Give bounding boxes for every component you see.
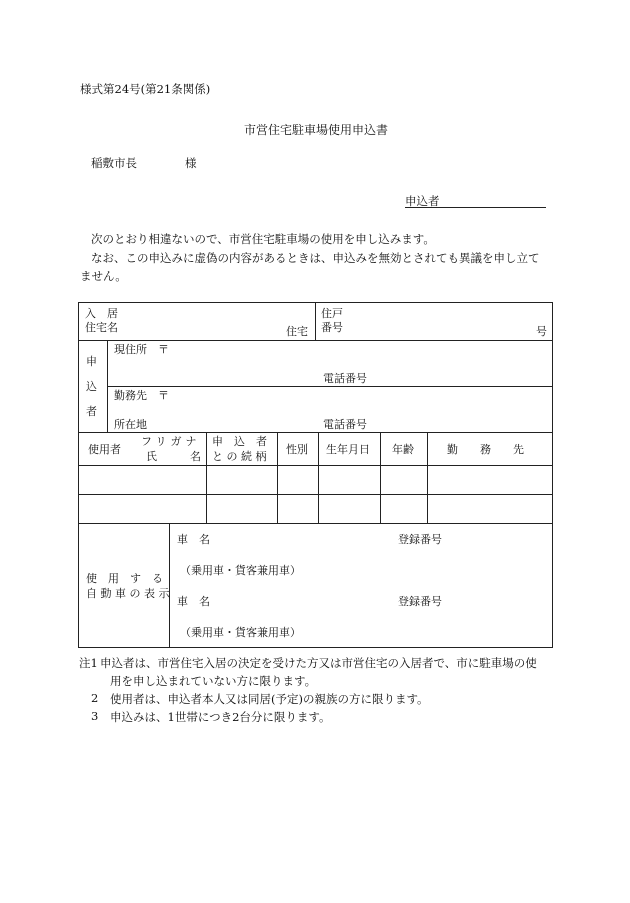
note-2-label: 2: [91, 691, 99, 705]
col-furigana: フリガナ: [141, 435, 201, 448]
note-3-label: 3: [91, 709, 99, 723]
note-1-line2: 用を申し込まれていない方に限ります。: [110, 674, 317, 688]
intro-line2b: ません。: [80, 269, 127, 283]
note-1-label: 注1: [79, 656, 98, 670]
phone-label-1: 電話番号: [323, 372, 367, 385]
col-dob: 生年月日: [326, 443, 370, 456]
residence-label-1: 入 居: [85, 307, 118, 320]
note-1-line1: 申込者は、市営住宅入居の決定を受けた方又は市営住宅の入居者で、市に駐車場の使: [100, 656, 537, 670]
form-number: 様式第24号(第21条関係): [80, 82, 211, 96]
car2-type-options: （乗用車・貨客兼用車）: [180, 626, 301, 639]
col-relation-1: 申 込 者: [212, 435, 267, 448]
addressee-name: 稲敷市長: [91, 156, 137, 170]
applicant-field[interactable]: [405, 193, 546, 208]
car2-registration-label: 登録番号: [398, 595, 442, 608]
residence-label-2: 住宅名: [85, 321, 118, 334]
phone-label-2: 電話番号: [323, 418, 367, 431]
applicant-vertical-3: 者: [86, 405, 97, 418]
user-row-1[interactable]: [79, 466, 552, 494]
note-2: 使用者は、申込者本人又は同居(予定)の親族の方に限ります。: [110, 692, 429, 706]
col-sex: 性別: [286, 443, 308, 456]
divider: [78, 523, 553, 524]
divider: [107, 386, 553, 387]
col-user: 使用者: [88, 443, 121, 456]
unit-label-1: 住戸: [321, 307, 343, 320]
residence-suffix: 住宅: [286, 325, 308, 338]
applicant-vertical-2: 込: [86, 380, 97, 393]
divider: [315, 302, 316, 340]
unit-suffix: 号: [536, 325, 547, 338]
col-workplace: 勤 務 先: [447, 443, 524, 456]
intro-line2a: なお、この申込みに虚偽の内容があるときは、申込みを無効とされても異議を申し立て: [91, 251, 540, 265]
col-relation-2: と の 続 柄: [212, 450, 267, 463]
note-3: 申込みは、1世帯につき2台分に限ります。: [110, 710, 331, 724]
car1-type-options: （乗用車・貨客兼用車）: [180, 564, 301, 577]
col-name: 氏 名: [146, 450, 201, 463]
unit-label-2: 番号: [321, 321, 343, 334]
page-title: 市営住宅駐車場使用申込書: [244, 123, 389, 137]
col-age: 年齢: [392, 443, 414, 456]
applicant-vertical-1: 申: [86, 355, 97, 368]
current-address-label: 現住所 〒: [114, 343, 169, 356]
intro-line1: 次のとおり相違ないので、市営住宅駐車場の使用を申し込みます。: [91, 232, 435, 246]
user-row-2[interactable]: [79, 495, 552, 523]
car-section-label-1: 使 用 す る: [86, 572, 163, 585]
divider: [78, 340, 553, 341]
table-border-bottom: [78, 647, 553, 648]
car1-name-label: 車 名: [177, 533, 210, 546]
addressee-honorific: 様: [185, 156, 197, 170]
workplace-label: 勤務先 〒: [114, 389, 169, 402]
divider: [78, 432, 553, 433]
workplace-address-label: 所在地: [114, 418, 147, 431]
car2-name-label: 車 名: [177, 595, 210, 608]
divider: [169, 523, 170, 647]
applicant-label: 申込者: [405, 194, 440, 208]
car1-registration-label: 登録番号: [398, 533, 442, 546]
table-border-right: [552, 302, 553, 648]
car-section-label-2: 自 動 車 の 表 示: [86, 587, 170, 600]
